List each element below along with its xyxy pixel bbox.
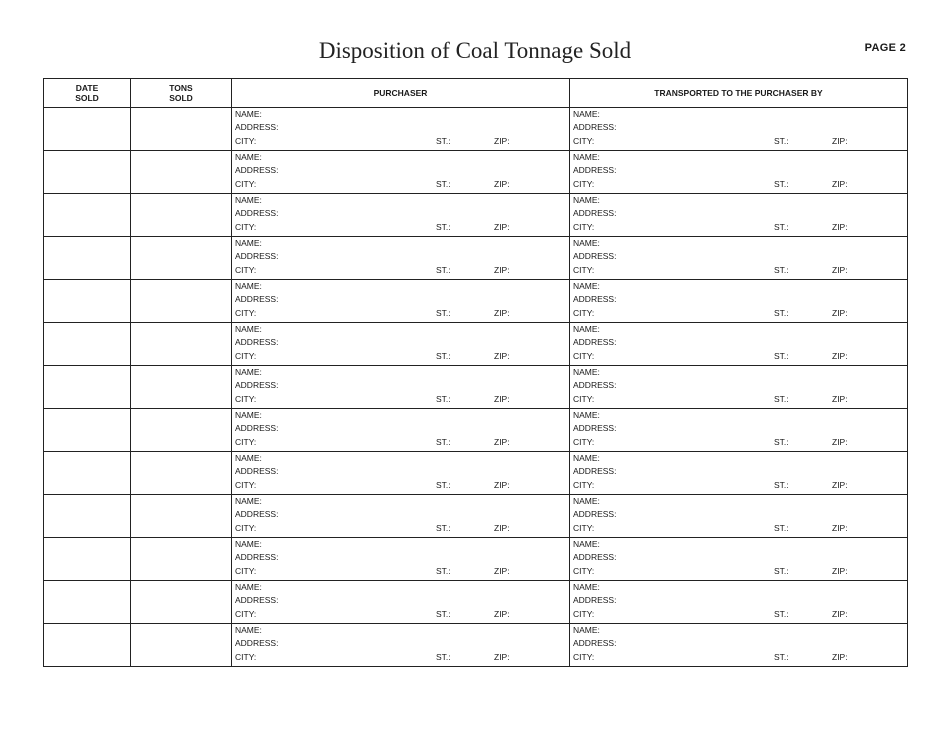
purchaser-entry [232,409,569,451]
zip-label: ZIP: [832,437,848,447]
city-label: CITY: [235,609,257,619]
purchaser-entry [232,624,569,666]
tons-sold-cell[interactable] [131,581,232,624]
purchaser-entry [232,581,569,623]
name-label: NAME: [235,625,262,635]
city-label: CITY: [573,394,595,404]
name-label: NAME: [235,281,262,291]
tons-sold-cell[interactable] [131,409,232,452]
state-label: ST.: [774,136,789,146]
city-label: CITY: [235,394,257,404]
name-label: NAME: [235,453,262,463]
name-label: NAME: [573,453,600,463]
transporter-cell[interactable] [570,366,908,409]
state-label: ST.: [436,566,451,576]
state-label: ST.: [436,222,451,232]
date-sold-cell[interactable] [44,237,131,280]
name-label: NAME: [235,539,262,549]
header-date-line1: DATE [75,83,99,93]
zip-label: ZIP: [494,437,510,447]
table-header-row [44,79,908,108]
name-label: NAME: [573,582,600,592]
address-label: ADDRESS: [235,251,279,261]
table-row [44,237,908,280]
zip-label: ZIP: [494,179,510,189]
state-label: ST.: [436,394,451,404]
transporter-cell[interactable] [570,409,908,452]
purchaser-cell[interactable] [232,151,570,194]
date-sold-cell[interactable] [44,538,131,581]
purchaser-entry [232,280,569,322]
address-label: ADDRESS: [235,337,279,347]
state-label: ST.: [774,394,789,404]
city-label: CITY: [235,351,257,361]
address-label: ADDRESS: [573,466,617,476]
tons-sold-cell[interactable] [131,237,232,280]
purchaser-entry [232,452,569,494]
address-label: ADDRESS: [573,509,617,519]
transporter-entry [570,108,907,150]
zip-label: ZIP: [494,265,510,275]
header-tons-sold [131,79,232,108]
state-label: ST.: [774,351,789,361]
city-label: CITY: [235,480,257,490]
tons-sold-cell[interactable] [131,366,232,409]
name-label: NAME: [235,109,262,119]
zip-label: ZIP: [832,523,848,533]
transporter-entry [570,194,907,236]
date-sold-cell[interactable] [44,452,131,495]
zip-label: ZIP: [494,308,510,318]
state-label: ST.: [774,222,789,232]
state-label: ST.: [436,437,451,447]
transporter-entry [570,280,907,322]
purchaser-cell[interactable] [232,194,570,237]
tons-sold-cell[interactable] [131,108,232,151]
state-label: ST.: [436,652,451,662]
table-row [44,280,908,323]
transporter-cell[interactable] [570,452,908,495]
transporter-entry [570,409,907,451]
address-label: ADDRESS: [573,337,617,347]
transporter-cell[interactable] [570,323,908,366]
state-label: ST.: [774,179,789,189]
table-row [44,108,908,151]
zip-label: ZIP: [832,394,848,404]
address-label: ADDRESS: [235,122,279,132]
header-date-sold [44,79,131,108]
address-label: ADDRESS: [573,423,617,433]
state-label: ST.: [436,351,451,361]
address-label: ADDRESS: [573,380,617,390]
state-label: ST.: [774,308,789,318]
state-label: ST.: [436,179,451,189]
city-label: CITY: [573,136,595,146]
city-label: CITY: [573,480,595,490]
transporter-entry [570,151,907,193]
purchaser-entry [232,495,569,537]
zip-label: ZIP: [494,523,510,533]
state-label: ST.: [774,652,789,662]
zip-label: ZIP: [494,652,510,662]
tons-sold-cell[interactable] [131,194,232,237]
city-label: CITY: [235,179,257,189]
zip-label: ZIP: [494,480,510,490]
transporter-entry [570,538,907,580]
date-sold-cell[interactable] [44,280,131,323]
state-label: ST.: [774,265,789,275]
table-body [44,108,908,667]
purchaser-entry [232,323,569,365]
table-row [44,194,908,237]
state-label: ST.: [436,308,451,318]
purchaser-cell[interactable] [232,495,570,538]
date-sold-cell[interactable] [44,624,131,667]
zip-label: ZIP: [494,394,510,404]
tons-sold-cell[interactable] [131,538,232,581]
purchaser-cell[interactable] [232,280,570,323]
name-label: NAME: [235,582,262,592]
transporter-cell[interactable] [570,108,908,151]
transporter-entry [570,581,907,623]
name-label: NAME: [573,324,600,334]
address-label: ADDRESS: [573,294,617,304]
transporter-entry [570,237,907,279]
city-label: CITY: [235,265,257,275]
state-label: ST.: [436,609,451,619]
transporter-entry [570,366,907,408]
purchaser-entry [232,237,569,279]
transporter-cell[interactable] [570,495,908,538]
zip-label: ZIP: [832,566,848,576]
name-label: NAME: [235,152,262,162]
transporter-cell[interactable] [570,280,908,323]
name-label: NAME: [235,238,262,248]
address-label: ADDRESS: [235,552,279,562]
header-purchaser: PURCHASER [232,79,570,108]
city-label: CITY: [235,136,257,146]
city-label: CITY: [573,265,595,275]
header-tons-line1: TONS [169,83,193,93]
tons-sold-cell[interactable] [131,323,232,366]
table-row [44,538,908,581]
zip-label: ZIP: [832,609,848,619]
purchaser-cell[interactable] [232,323,570,366]
purchaser-entry [232,151,569,193]
transporter-cell[interactable] [570,194,908,237]
name-label: NAME: [573,195,600,205]
zip-label: ZIP: [494,222,510,232]
city-label: CITY: [235,308,257,318]
purchaser-cell[interactable] [232,108,570,151]
date-sold-cell[interactable] [44,366,131,409]
state-label: ST.: [774,437,789,447]
name-label: NAME: [235,367,262,377]
state-label: ST.: [774,609,789,619]
city-label: CITY: [573,351,595,361]
address-label: ADDRESS: [573,122,617,132]
name-label: NAME: [235,195,262,205]
zip-label: ZIP: [494,351,510,361]
purchaser-cell[interactable] [232,452,570,495]
transporter-cell[interactable] [570,581,908,624]
state-label: ST.: [774,523,789,533]
zip-label: ZIP: [832,308,848,318]
transporter-cell[interactable] [570,237,908,280]
city-label: CITY: [573,222,595,232]
name-label: NAME: [573,281,600,291]
transporter-entry [570,495,907,537]
date-sold-cell[interactable] [44,323,131,366]
purchaser-cell[interactable] [232,624,570,667]
date-sold-cell[interactable] [44,409,131,452]
address-label: ADDRESS: [573,552,617,562]
transporter-entry [570,452,907,494]
address-label: ADDRESS: [235,294,279,304]
city-label: CITY: [573,652,595,662]
zip-label: ZIP: [832,265,848,275]
purchaser-entry [232,194,569,236]
name-label: NAME: [573,152,600,162]
city-label: CITY: [573,609,595,619]
address-label: ADDRESS: [235,208,279,218]
header-transported-by: TRANSPORTED TO THE PURCHASER BY [570,79,908,108]
state-label: ST.: [436,523,451,533]
table-row [44,495,908,538]
address-label: ADDRESS: [235,638,279,648]
date-sold-cell[interactable] [44,581,131,624]
tons-sold-cell[interactable] [131,452,232,495]
address-label: ADDRESS: [235,509,279,519]
state-label: ST.: [436,480,451,490]
tons-sold-cell[interactable] [131,280,232,323]
date-sold-cell[interactable] [44,194,131,237]
table-row [44,624,908,667]
address-label: ADDRESS: [235,380,279,390]
name-label: NAME: [573,539,600,549]
table-row [44,581,908,624]
city-label: CITY: [235,652,257,662]
address-label: ADDRESS: [573,208,617,218]
city-label: CITY: [235,566,257,576]
date-sold-cell[interactable] [44,151,131,194]
address-label: ADDRESS: [573,595,617,605]
zip-label: ZIP: [832,480,848,490]
zip-label: ZIP: [832,179,848,189]
transporter-entry [570,323,907,365]
state-label: ST.: [436,136,451,146]
city-label: CITY: [235,523,257,533]
purchaser-cell[interactable] [232,409,570,452]
header-tons-line2: SOLD [169,93,193,103]
address-label: ADDRESS: [573,638,617,648]
city-label: CITY: [573,437,595,447]
name-label: NAME: [573,410,600,420]
purchaser-cell[interactable] [232,538,570,581]
city-label: CITY: [573,566,595,576]
city-label: CITY: [573,179,595,189]
purchaser-entry [232,538,569,580]
state-label: ST.: [774,566,789,576]
table-row [44,409,908,452]
zip-label: ZIP: [494,136,510,146]
state-label: ST.: [774,480,789,490]
zip-label: ZIP: [832,652,848,662]
name-label: NAME: [573,625,600,635]
transporter-entry [570,624,907,666]
zip-label: ZIP: [832,136,848,146]
table-row [44,452,908,495]
purchaser-entry [232,366,569,408]
page-title: Disposition of Coal Tonnage Sold [318,38,632,63]
address-label: ADDRESS: [235,466,279,476]
purchaser-cell[interactable] [232,237,570,280]
city-label: CITY: [573,308,595,318]
zip-label: ZIP: [832,351,848,361]
state-label: ST.: [436,265,451,275]
address-label: ADDRESS: [573,165,617,175]
header-date-line2: SOLD [75,93,99,103]
tons-sold-cell[interactable] [131,151,232,194]
city-label: CITY: [573,523,595,533]
zip-label: ZIP: [494,566,510,576]
transporter-cell[interactable] [570,151,908,194]
page-number: PAGE 2 [864,42,906,54]
coal-disposition-table [43,78,908,667]
name-label: NAME: [235,410,262,420]
name-label: NAME: [573,367,600,377]
transporter-cell[interactable] [570,538,908,581]
table-row [44,366,908,409]
name-label: NAME: [573,109,600,119]
name-label: NAME: [235,496,262,506]
purchaser-entry [232,108,569,150]
address-label: ADDRESS: [235,165,279,175]
name-label: NAME: [573,496,600,506]
tons-sold-cell[interactable] [131,495,232,538]
zip-label: ZIP: [494,609,510,619]
transporter-cell[interactable] [570,624,908,667]
city-label: CITY: [235,222,257,232]
name-label: NAME: [573,238,600,248]
date-sold-cell[interactable] [44,495,131,538]
purchaser-cell[interactable] [232,366,570,409]
address-label: ADDRESS: [235,423,279,433]
name-label: NAME: [235,324,262,334]
zip-label: ZIP: [832,222,848,232]
table-row [44,151,908,194]
address-label: ADDRESS: [235,595,279,605]
table-row [44,323,908,366]
date-sold-cell[interactable] [44,108,131,151]
city-label: CITY: [235,437,257,447]
purchaser-cell[interactable] [232,581,570,624]
tons-sold-cell[interactable] [131,624,232,667]
address-label: ADDRESS: [573,251,617,261]
